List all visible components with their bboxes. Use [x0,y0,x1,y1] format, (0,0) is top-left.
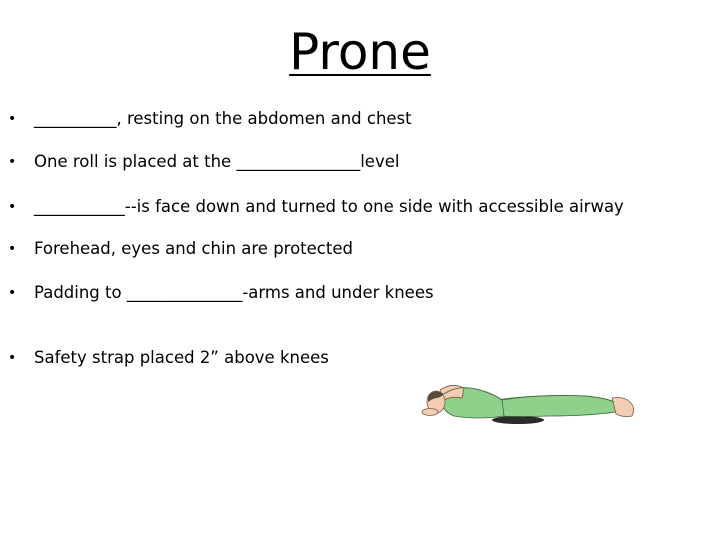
bullet-text: ___________--is face down and turned to one side with accessible airway [34,197,624,216]
bullet-text: Safety strap placed 2” above knees [34,348,329,367]
bullet-marker: • [8,285,17,301]
bullet-marker: • [8,241,17,257]
bullet-marker: • [8,154,17,170]
slide-title-text: Prone [289,23,431,81]
bullet-text: One roll is placed at the _______________level [34,152,400,171]
bullet-marker: • [8,199,17,215]
bullet-marker: • [8,111,17,127]
bullet-marker: • [8,350,17,366]
bullet-text: Forehead, eyes and chin are protected [34,239,353,258]
patient-hands [422,409,438,416]
patient-feet [612,398,634,417]
bullet-text: Padding to ______________-arms and under knees [34,283,434,302]
patient-shadow [492,416,544,424]
bullet-text: __________, resting on the abdomen and chest [34,109,412,128]
prone-patient-illustration [418,372,644,442]
